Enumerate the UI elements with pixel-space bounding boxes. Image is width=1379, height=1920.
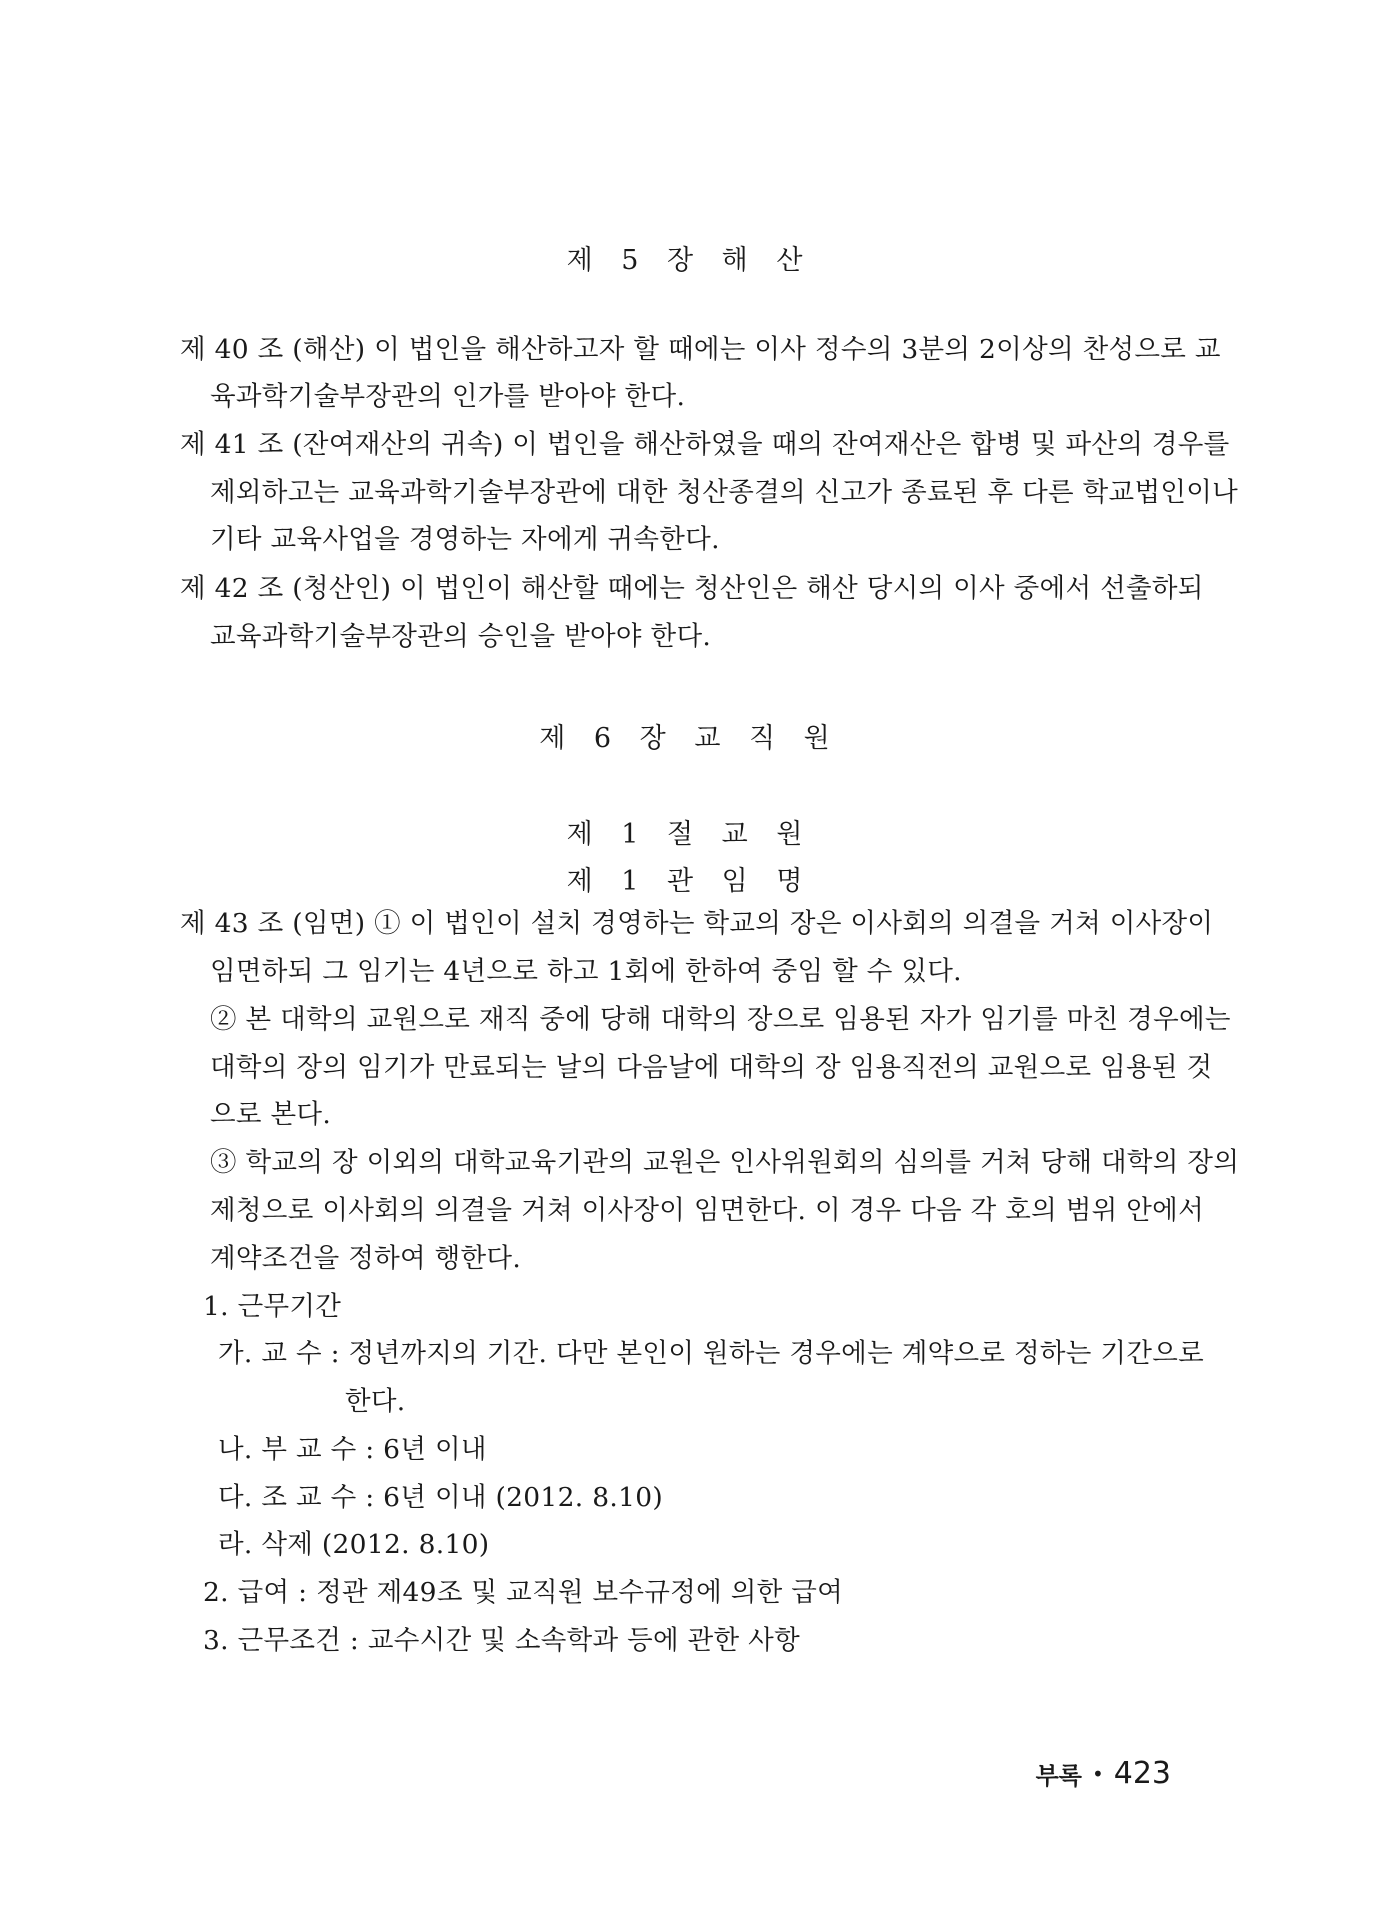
article-43-paragraph-2-line-2: 대학의 장의 임기가 만료되는 날의 다음날에 대학의 장 임용직전의 교원으로 임용된 것 xyxy=(210,1052,1213,1083)
item-1-a-professor: 가. 교 수 : 정년까지의 기간. 다만 본인이 원하는 경우에는 계약으로 정하는 기간으로 xyxy=(218,1338,1205,1369)
article-43-paragraph-2-line-1: ② 본 대학의 교원으로 재직 중에 당해 대학의 장으로 임용된 자가 임기를 마친 경우에는 xyxy=(210,1004,1231,1035)
article-40-line-1: 제 40 조 (해산) 이 법인을 해산하고자 할 때에는 이사 정수의 3분의 2이상의 찬성으로 교 xyxy=(180,334,1221,365)
item-1-c-assistant-professor: 다. 조 교 수 : 6년 이내 (2012. 8.10) xyxy=(218,1482,664,1513)
article-43-line-1: 제 43 조 (임면) ① 이 법인이 설치 경영하는 학교의 장은 이사회의 의결을 거쳐 이사장이 xyxy=(180,908,1214,939)
page-number: 423 xyxy=(1113,1756,1171,1791)
article-42-line-2: 교육과학기술부장관의 승인을 받아야 한다. xyxy=(210,621,712,652)
item-1-d-deleted: 라. 삭제 (2012. 8.10) xyxy=(218,1529,490,1560)
footer-separator: • xyxy=(1091,1761,1104,1786)
article-41-line-3: 기타 교육사업을 경영하는 자에게 귀속한다. xyxy=(210,524,720,555)
item-3-working-conditions: 3. 근무조건 : 교수시간 및 소속학과 등에 관한 사항 xyxy=(203,1625,800,1656)
chapter-5-title: 제 5 장 해 산 xyxy=(566,245,813,276)
footer-section-label: 부록 xyxy=(1035,1762,1082,1790)
item-1-b-associate-professor: 나. 부 교 수 : 6년 이내 xyxy=(218,1434,487,1465)
article-43-paragraph-2-line-3: 으로 본다. xyxy=(210,1099,332,1130)
article-41-line-2: 제외하고는 교육과학기술부장관에 대한 청산종결의 신고가 종료된 후 다른 학교법인이나 xyxy=(210,477,1239,508)
chapter-6-title: 제 6 장 교 직 원 xyxy=(539,723,840,754)
article-43-line-2: 임면하되 그 임기는 4년으로 하고 1회에 한하여 중임 할 수 있다. xyxy=(210,956,962,987)
article-41-line-1: 제 41 조 (잔여재산의 귀속) 이 법인을 해산하였을 때의 잔여재산은 합병 및 파산의 경우를 xyxy=(180,429,1230,460)
section-1-title: 제 1 절 교 원 xyxy=(566,819,813,850)
item-1-a-continuation: 한다. xyxy=(345,1386,406,1417)
article-40-line-2: 육과학기술부장관의 인가를 받아야 한다. xyxy=(210,381,686,412)
article-43-paragraph-3-line-2: 제청으로 이사회의 의결을 거쳐 이사장이 임면한다. 이 경우 다음 각 호의 범위 안에서 xyxy=(210,1195,1204,1226)
page-footer xyxy=(1036,1756,1171,1791)
subsection-1-title: 제 1 관 임 명 xyxy=(566,866,813,897)
article-43-paragraph-3-line-1: ③ 학교의 장 이외의 대학교육기관의 교원은 인사위원회의 심의를 거쳐 당해 대학의 장의 xyxy=(210,1147,1240,1178)
article-43-paragraph-3-line-3: 계약조건을 정하여 행한다. xyxy=(210,1243,522,1274)
item-2-salary: 2. 급여 : 정관 제49조 및 교직원 보수규정에 의한 급여 xyxy=(203,1577,844,1608)
item-1-work-period: 1. 근무기간 xyxy=(203,1291,342,1322)
article-42-line-1: 제 42 조 (청산인) 이 법인이 해산할 때에는 청산인은 해산 당시의 이사 중에서 선출하되 xyxy=(180,573,1204,604)
